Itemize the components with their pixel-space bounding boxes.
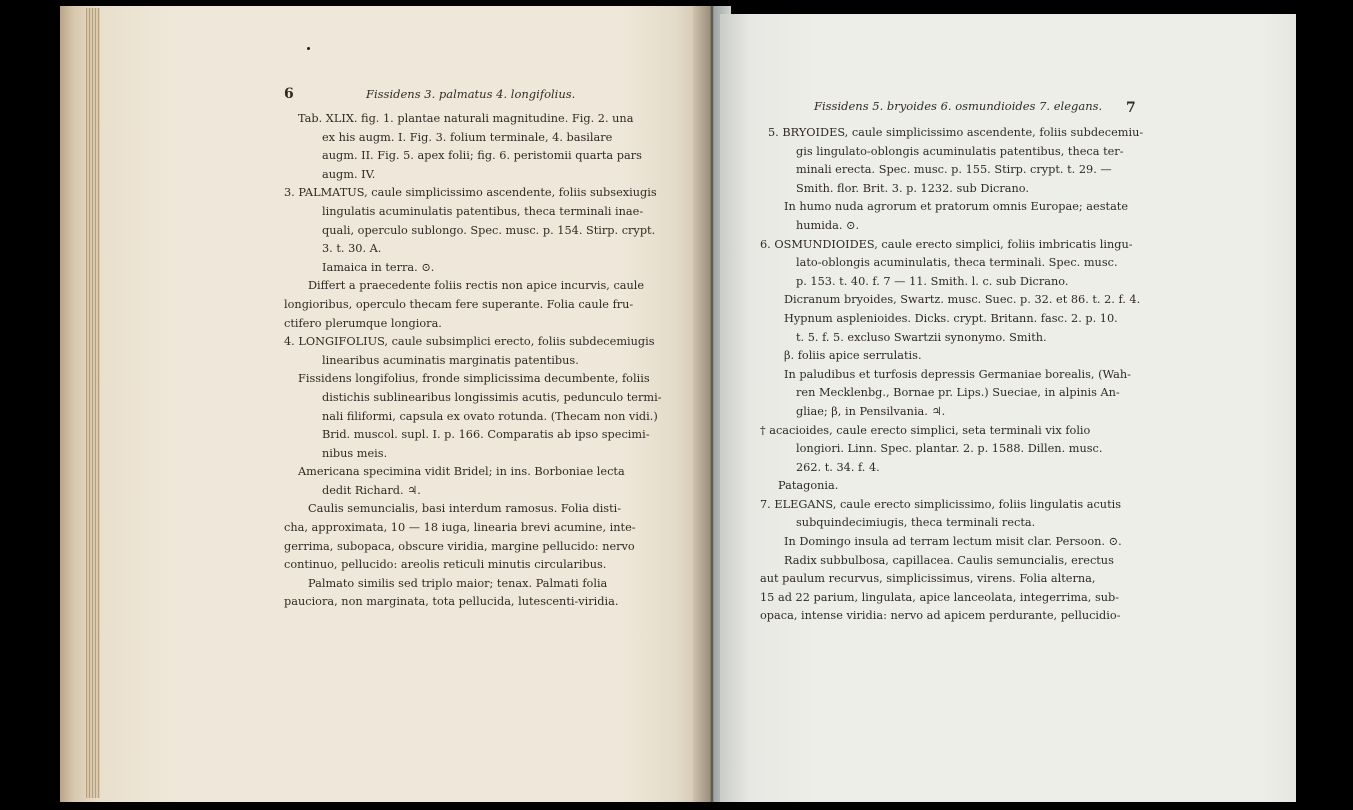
text-line: quali, operculo sublongo. Spec. musc. p. 154. Stirp. crypt. [322,223,656,237]
text-line: 262. t. 34. f. 4. [796,460,880,474]
text-line: linearibus acuminatis marginatis patentibus. [322,353,579,367]
text-line: 3. PALMATUS, caule simplicissimo ascendente, foliis subsexiugis [284,186,657,200]
text-line: 3. t. 30. A. [322,242,382,256]
left-page-header [284,85,576,105]
text-line: ren Mecklenbg., Bornae pr. Lips.) Sueciae, in alpinis An- [796,386,1120,400]
text-line: lingulatis acuminulatis patentibus, theca terminali inae- [322,204,644,218]
page-number: 6 [284,86,294,102]
text-line: subquindecimiugis, theca terminali recta. [796,516,1036,530]
text-line: Palmato similis sed triplo maior; tenax. Palmati folia [308,576,608,590]
text-line: t. 5. f. 5. excluso Swartzii synonymo. Smith. [796,330,1047,344]
speck [307,47,310,50]
text-line: Americana specimina vidit Bridel; in ins. Borboniae lecta [298,465,625,479]
page-number: 7 [1126,100,1136,116]
text-line: augm. II. Fig. 5. apex folii; fig. 6. peristomii quarta pars [322,149,642,163]
text-line: gis lingulato-oblongis acuminulatis patentibus, theca ter- [796,144,1124,158]
text-line: 4. LONGIFOLIUS, caule subsimplici erecto, foliis subdecemiugis [284,335,655,349]
text-line: cha, approximata, 10 — 18 iuga, linearia brevi acumine, inte- [284,521,636,535]
left-page-body [284,110,662,612]
text-line: Caulis semuncialis, basi interdum ramosus. Folia disti- [308,502,622,516]
text-line: lato-oblongis acuminulatis, theca terminali. Spec. musc. [796,256,1118,270]
text-line: distichis sublinearibus longissimis acutis, pedunculo termi- [322,390,662,404]
text-line: Patagonia. [778,479,839,493]
text-line: Iamaica in terra. ⊙. [322,260,435,274]
text-line: Hypnum asplenioides. Dicks. crypt. Britann. fasc. 2. p. 10. [784,311,1118,325]
page-edges [86,8,100,798]
text-line: Dicranum bryoides, Swartz. musc. Suec. p. 32. et 86. t. 2. f. 4. [784,293,1141,307]
text-line: In humo nuda agrorum et pratorum omnis Europae; aestate [784,200,1129,214]
text-line: augm. IV. [322,167,376,181]
text-line: minali erecta. Spec. musc. p. 155. Stirp. crypt. t. 29. — [796,163,1112,177]
text-line: longiori. Linn. Spec. plantar. 2. p. 1588. Dillen. musc. [796,442,1103,456]
text-line: ex his augm. I. Fig. 3. folium terminale, 4. basilare [322,130,613,144]
text-line: 5. BRYOIDES, caule simplicissimo ascendente, foliis subdecemiu- [768,126,1144,139]
text-line: opaca, intense viridia: nervo ad apicem perdurante, pellucidio- [760,609,1121,623]
text-line: nali filiformi, capsula ex ovato rotunda. (Thecam non vidi.) [322,409,658,423]
text-line: nibus meis. [322,446,388,460]
text-line: † acacioides, caule erecto simplici, seta terminali vix folio [760,423,1091,437]
running-head: Fissidens 3. palmatus 4. longifolius. [366,87,576,101]
right-page-body [760,124,1143,626]
right-page-header [814,97,1136,117]
text-line: 15 ad 22 parium, lingulata, apice lanceolata, integerrima, sub- [760,590,1120,604]
text-line: Radix subbulbosa, capillacea. Caulis semuncialis, erectus [784,553,1114,567]
text-line: dedit Richard. ♃. [322,483,421,497]
text-line: aut paulum recurvus, simplicissimus, virens. Folia alterna, [760,572,1096,586]
text-line: 7. ELEGANS, caule erecto simplicissimo, foliis lingulatis acutis [760,497,1122,511]
text-line: longioribus, operculo thecam fere superante. Folia caule fru- [284,297,634,311]
text-line: gerrima, subopaca, obscure viridia, margine pellucido: nervo [284,539,635,553]
text-line: In paludibus et turfosis depressis Germaniae borealis, (Wah- [784,367,1131,381]
text-line: humida. ⊙. [796,218,860,232]
text-line: Fissidens longifolius, fronde simplicissima decumbente, foliis [298,372,650,386]
text-line: ctifero plerumque longiora. [284,316,442,330]
text-line: 6. OSMUNDIOIDES, caule erecto simplici, foliis imbricatis lingu- [760,237,1133,251]
text-line: Smith. flor. Brit. 3. p. 1232. sub Dicrano. [796,181,1029,195]
text-line: In Domingo insula ad terram lectum misit clar. Persoon. ⊙. [784,535,1122,549]
text-line: Tab. XLIX. fig. 1. plantae naturali magnitudine. Fig. 2. una [298,112,634,125]
text-line: Differt a praecedente foliis rectis non apice incurvis, caule [308,279,645,293]
text-line: Brid. muscol. supl. I. p. 166. Comparatis ab ipso specimi- [322,428,650,442]
text-line: gliae; β, in Pensilvania. ♃. [796,404,946,418]
text-line: p. 153. t. 40. f. 7 — 11. Smith. l. c. sub Dicrano. [796,274,1069,288]
running-head: Fissidens 5. bryoides 6. osmundioides 7. elegans. [814,99,1103,113]
text-line: continuo, pellucido: areolis reticuli minutis circularibus. [284,558,607,572]
text-line: β. foliis apice serrulatis. [784,349,922,363]
text-line: pauciora, non marginata, tota pellucida, lutescenti-viridia. [284,595,619,609]
